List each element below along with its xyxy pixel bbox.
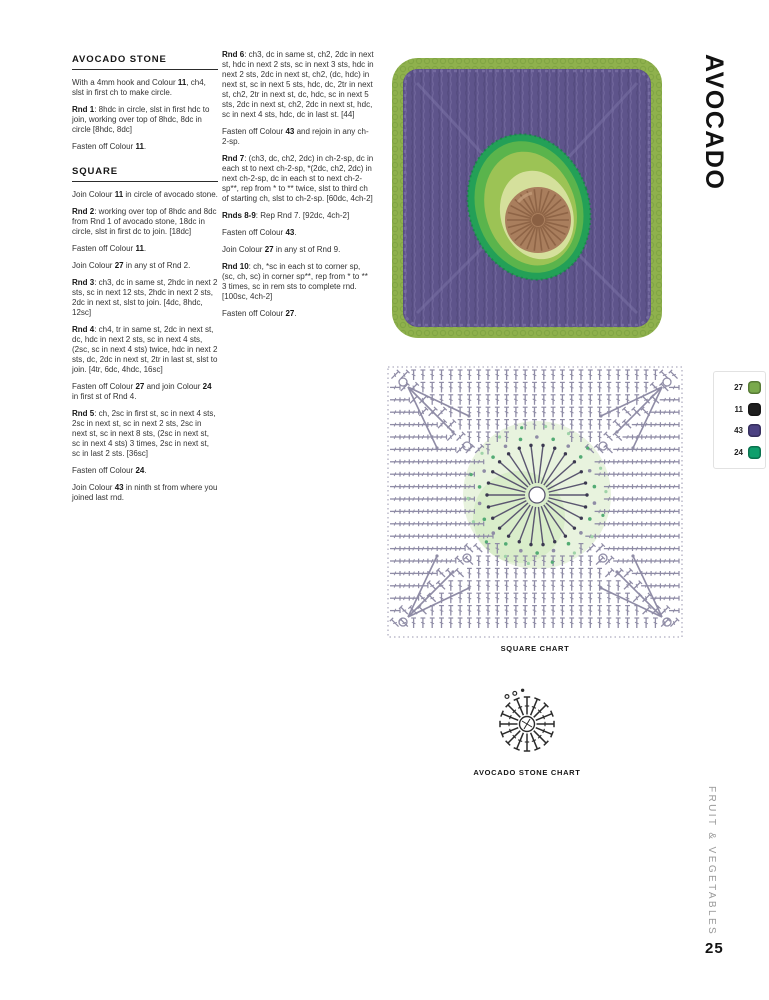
- legend-colour-code: 24: [734, 447, 743, 457]
- pattern-paragraph: Fasten off Colour 43.: [222, 228, 297, 237]
- pattern-paragraph: Fasten off Colour 27.: [222, 309, 297, 318]
- avocado-square-photo: [391, 57, 663, 339]
- pattern-paragraph: Fasten off Colour 24.: [72, 466, 147, 475]
- legend-colour-code: 11: [734, 404, 743, 414]
- pattern-paragraph: Join Colour 43 in ninth st from where you joined last rnd.: [72, 483, 218, 502]
- legend-colour-swatch: [748, 446, 761, 459]
- pattern-paragraph: Join Colour 11 in circle of avocado stone.: [72, 190, 218, 199]
- stone-chart-caption: AVOCADO STONE CHART: [473, 768, 581, 777]
- legend-colour-swatch: [748, 403, 761, 416]
- legend-colour-code: 27: [734, 383, 743, 393]
- avocado-stone: [505, 187, 571, 253]
- legend-row: [714, 422, 761, 440]
- pattern-paragraph: Rnd 4: ch4, tr in same st, 2dc in next st, dc, hdc in next 2 sts, sc in next 4 sts, (2sc, sc in next 4 sts) twice, hdc in next 2 sts, dc, 2dc in next st, 2tr in last st, slst to join. [4tr, 6dc, 4hdc, 16sc]: [72, 325, 218, 374]
- page-title-vertical: AVOCADO: [700, 54, 728, 191]
- legend-row: [714, 379, 761, 397]
- section-heading: AVOCADO STONE: [72, 52, 218, 70]
- stone-chart-diagram: [477, 684, 573, 762]
- pattern-paragraph: With a 4mm hook and Colour 11, ch4, slst in first ch to make circle.: [72, 78, 206, 97]
- left-instruction-column: [72, 52, 218, 510]
- pattern-paragraph: Join Colour 27 in any st of Rnd 2.: [72, 261, 191, 270]
- pattern-paragraph: Join Colour 27 in any st of Rnd 9.: [222, 245, 341, 254]
- pattern-paragraph: Rnds 8-9: Rep Rnd 7. [92dc, 4ch-2]: [222, 211, 350, 220]
- legend-colour-swatch: [748, 381, 761, 394]
- pattern-paragraph: Rnd 7: (ch3, dc, ch2, 2dc) in ch-2-sp, dc in each st to next ch-2-sp, *(2dc, ch2, 2dc) in next ch-2-sp, dc in each st to next ch-2-sp**, rep from * to ** twice, slst to third ch of starting ch, slst to ch-2-sp. [60dc, 4ch-2]: [222, 154, 374, 203]
- square-chart-diagram: [387, 366, 683, 638]
- pattern-paragraph: Fasten off Colour 11.: [72, 142, 147, 151]
- page-number: 25: [705, 940, 724, 957]
- pattern-paragraph: Fasten off Colour 27 and join Colour 24 in first st of Rnd 4.: [72, 382, 212, 401]
- middle-instruction-column: [222, 50, 374, 326]
- pattern-paragraph: Rnd 5: ch, 2sc in first st, sc in next 4 sts, 2sc in next st, sc in next 2 sts, 2sc in next st, sc in next 8 sts, (2sc in next st, sc in next 4 sts) 3 times, 2sc in next st, sc in last 2 sts. [36sc]: [72, 409, 216, 458]
- pattern-paragraph: Fasten off Colour 11.: [72, 244, 147, 253]
- legend-row: [714, 443, 761, 461]
- colour-legend: [713, 371, 766, 469]
- chapter-title-vertical: FRUIT & VEGETABLES: [706, 786, 717, 937]
- pattern-paragraph: Rnd 10: ch, *sc in each st to corner sp, (sc, ch, sc) in corner sp**, rep from * to ** 3 times, sc in rem sts to complete rnd. [100sc, 4ch-2]: [222, 262, 368, 301]
- avocado-square-photo-svg: [391, 57, 663, 339]
- legend-colour-code: 43: [734, 426, 743, 436]
- pattern-paragraph: Fasten off Colour 43 and rejoin in any ch-2-sp.: [222, 127, 369, 146]
- pattern-paragraph: Rnd 6: ch3, dc in same st, ch2, 2dc in next st, hdc in next 2 sts, sc in next 3 sts, hdc in next 2 sts, 2dc in next st, ch2, (dc, hdc) in next st, sc in next 5 sts, hdc, dc, 2tr in next st, ch2, 2tr in next st, dc, hdc, sc in next 5 sts, 2dc in next st, ch2, 2dc in next st, hdc, sc in next 4 sts, hdc, dc in last st. [44]: [222, 50, 374, 119]
- square-chart-caption: SQUARE CHART: [500, 644, 570, 653]
- pattern-paragraph: Rnd 2: working over top of 8hdc and 8dc from Rnd 1 of avocado stone, 18dc in circle, slst in first dc to join. [18dc]: [72, 207, 217, 236]
- legend-colour-swatch: [748, 424, 761, 437]
- pattern-paragraph: Rnd 1: 8hdc in circle, slst in first hdc to join, working over top of 8hdc, 8dc in circle [8hdc, 8dc]: [72, 105, 210, 134]
- section-heading: SQUARE: [72, 164, 218, 182]
- legend-row: [714, 400, 761, 418]
- pattern-paragraph: Rnd 3: ch3, dc in same st, 2hdc in next 2 sts, sc in next 12 sts, 2hdc in next 2 sts, 2dc in next st, slst to join. [4dc, 8hdc, 12sc]: [72, 278, 218, 317]
